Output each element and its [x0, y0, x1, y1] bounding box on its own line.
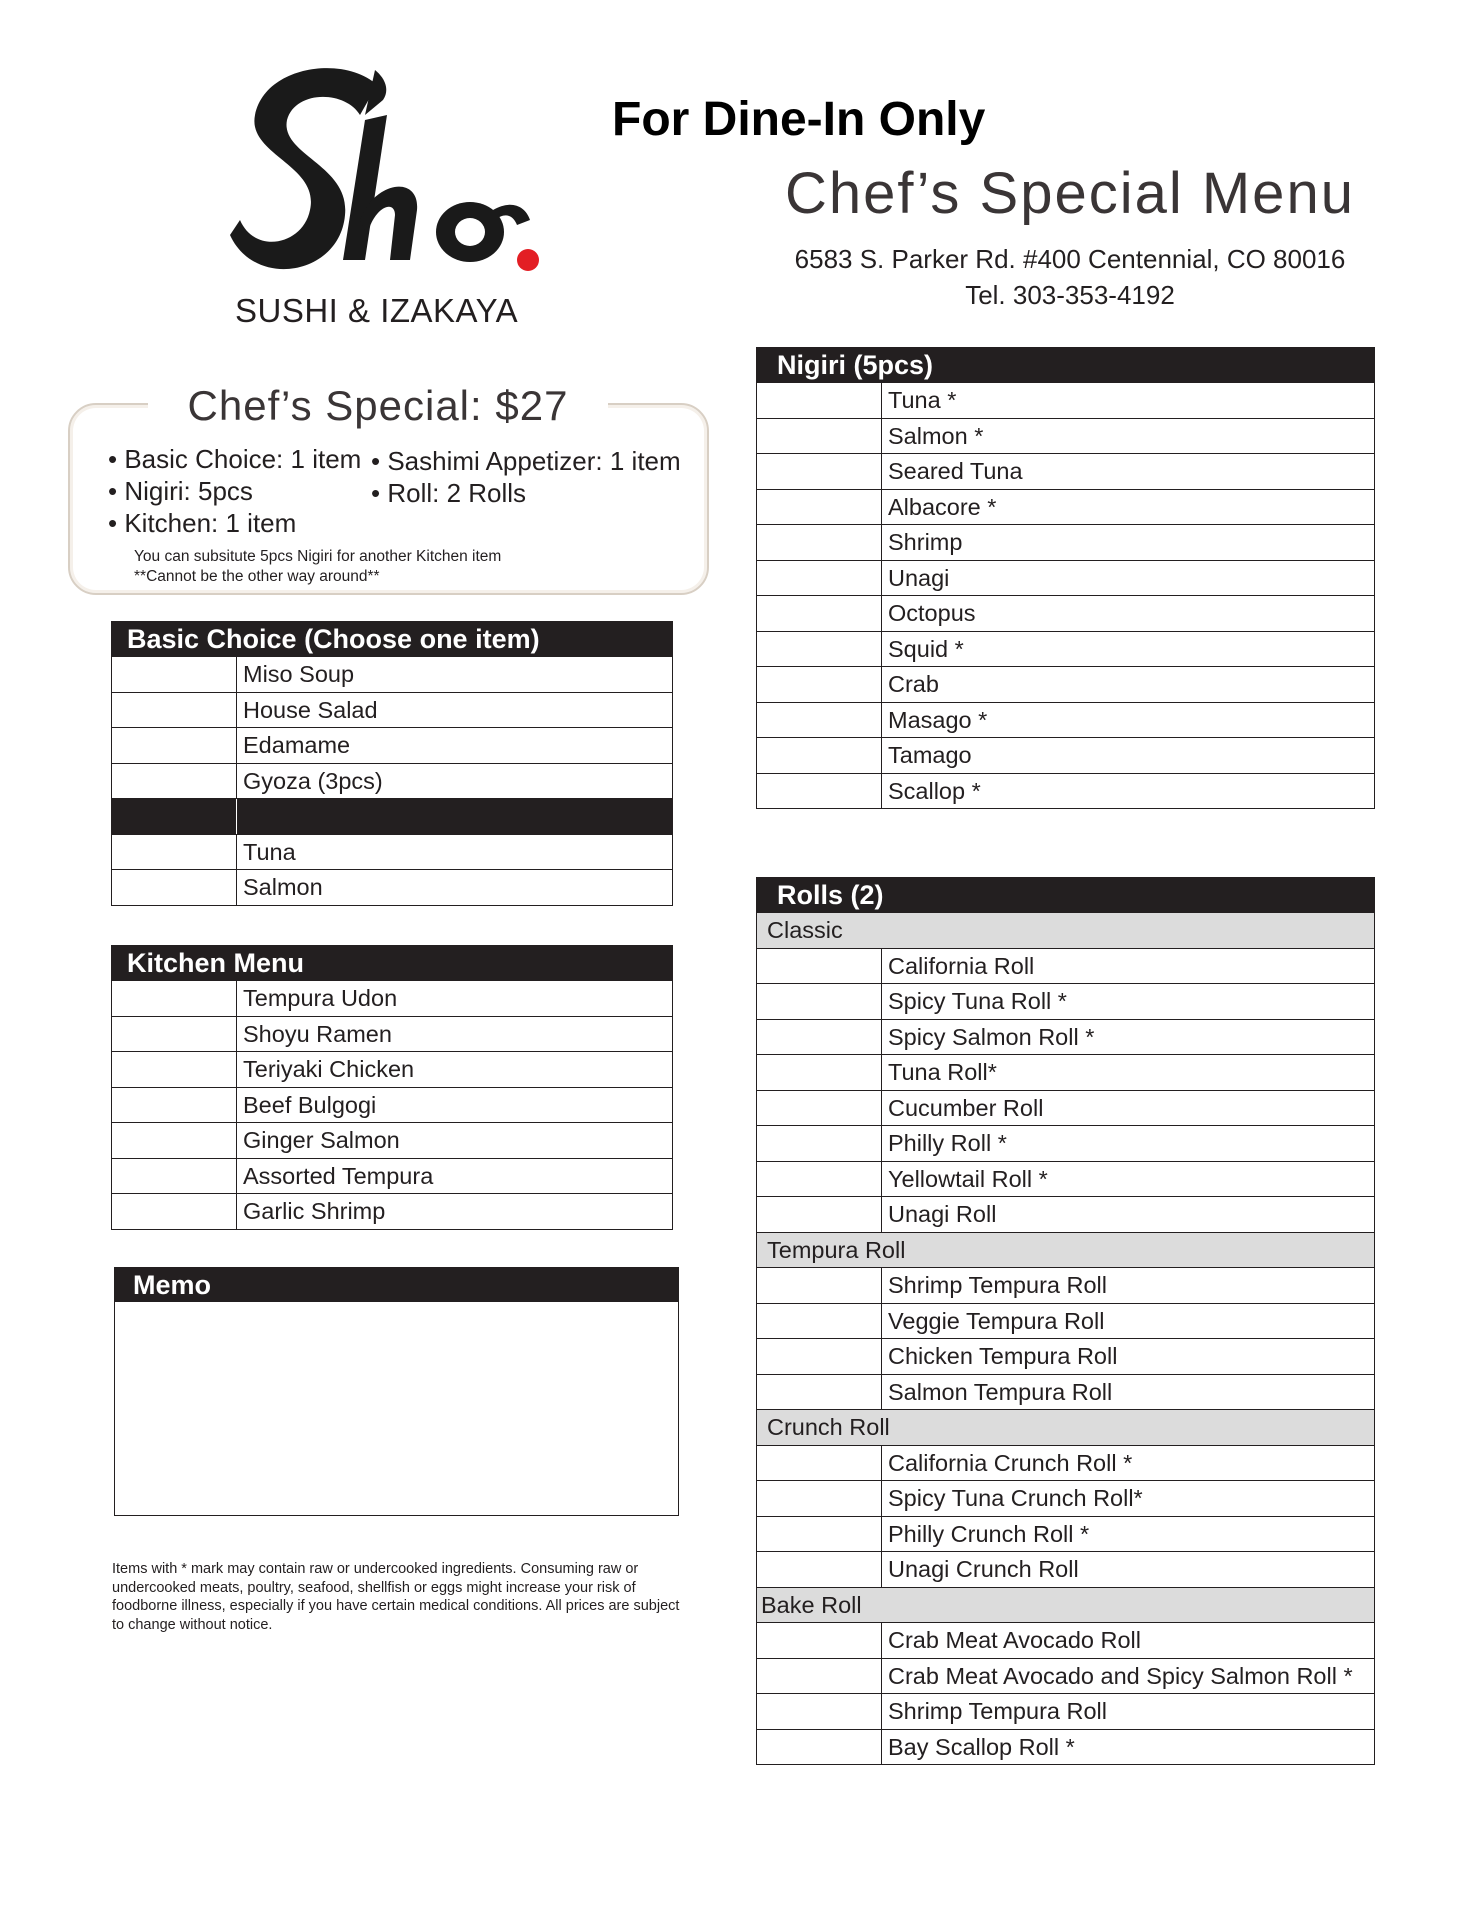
- item-label: Seared Tuna: [888, 458, 1023, 484]
- table-header: Basic Choice (Choose one item): [112, 622, 672, 656]
- checkbox-cell[interactable]: [757, 1623, 882, 1658]
- item-label: Yellowtail Roll *: [888, 1165, 1048, 1192]
- checkbox-cell[interactable]: [757, 1020, 882, 1055]
- table-row: [757, 1374, 1374, 1410]
- checkbox-cell[interactable]: [757, 1552, 882, 1587]
- checkbox-cell[interactable]: [757, 454, 882, 489]
- table-row: [112, 727, 672, 763]
- table-row: [112, 1051, 672, 1087]
- table-row: [112, 869, 672, 905]
- checkbox-cell[interactable]: [757, 738, 882, 773]
- special-note: You can subsitute 5pcs Nigiri for another Kitchen item: [134, 548, 502, 565]
- item-label: Unagi Crunch Roll: [888, 1556, 1079, 1582]
- item-label: Ginger Salmon: [243, 1127, 400, 1153]
- logo-subtitle: SUSHI & IZAKAYA: [235, 292, 519, 329]
- table-row: [757, 666, 1374, 702]
- dine-in-notice: For Dine-In Only: [612, 93, 986, 146]
- checkbox-cell[interactable]: [757, 1339, 882, 1374]
- item-label: Salmon: [243, 874, 323, 900]
- checkbox-cell[interactable]: [757, 984, 882, 1019]
- table-row: [757, 1729, 1374, 1765]
- checkbox-cell[interactable]: [757, 1659, 882, 1694]
- checkbox-cell[interactable]: [757, 703, 882, 738]
- memo-box[interactable]: [114, 1267, 679, 1516]
- item-label: Bay Scallop Roll *: [888, 1733, 1075, 1760]
- table-row: [757, 737, 1374, 773]
- checkbox-cell[interactable]: [112, 1052, 237, 1087]
- item-label: House Salad: [243, 696, 378, 723]
- table-row: [757, 595, 1374, 631]
- category-label: Tempura Roll: [767, 1236, 906, 1263]
- item-label: Scallop *: [888, 777, 981, 804]
- item-label: Gyoza (3pcs): [243, 767, 383, 794]
- table-header: Kitchen Menu: [112, 946, 672, 980]
- special-title: Chef’s Special: $27: [148, 382, 608, 430]
- table-row: [112, 656, 672, 692]
- checkbox-cell[interactable]: [112, 657, 237, 692]
- checkbox-cell[interactable]: [757, 1304, 882, 1339]
- checkbox-cell[interactable]: [757, 1268, 882, 1303]
- table-row: [757, 453, 1374, 489]
- red-dot: [517, 249, 539, 271]
- checkbox-cell[interactable]: [757, 1126, 882, 1161]
- table-row: [757, 1019, 1374, 1055]
- checkbox-cell[interactable]: [112, 1123, 237, 1158]
- item-label: Tuna Roll*: [888, 1059, 997, 1085]
- table-row: [112, 763, 672, 799]
- table-row: [757, 773, 1374, 809]
- table-header: Rolls (2): [757, 878, 1374, 912]
- divider-cell: [112, 799, 237, 834]
- table-row: [757, 1693, 1374, 1729]
- checkbox-cell[interactable]: [757, 1162, 882, 1197]
- item-label: Spicy Salmon Roll *: [888, 1023, 1095, 1050]
- table-row: [757, 1196, 1374, 1232]
- checkbox-cell[interactable]: [112, 1017, 237, 1052]
- item-label: Unagi: [888, 564, 950, 591]
- category-label: Bake Roll: [761, 1591, 862, 1618]
- item-label: Crab Meat Avocado and Spicy Salmon Roll *: [888, 1662, 1353, 1689]
- checkbox-cell[interactable]: [757, 1694, 882, 1729]
- special-item: • Sashimi Appetizer: 1 item: [371, 446, 681, 476]
- checkbox-cell[interactable]: [757, 490, 882, 525]
- disclaimer: Items with * mark may contain raw or undercooked ingredients. Consuming raw or undercooked meats, poultry, seafood, shellfish or eggs might increase your risk of foodborne illness, especially if you have certain medical conditions. All prices are subject to change without notice.: [112, 1561, 680, 1633]
- table-row: [757, 1480, 1374, 1516]
- checkbox-cell[interactable]: [112, 693, 237, 728]
- checkbox-cell[interactable]: [112, 764, 237, 799]
- checkbox-cell[interactable]: [757, 561, 882, 596]
- category-label: Crunch Roll: [767, 1414, 890, 1440]
- table-row: [757, 1445, 1374, 1481]
- sho-logo-mark: [225, 60, 555, 290]
- checkbox-cell[interactable]: [757, 1197, 882, 1232]
- table-row: [757, 1658, 1374, 1694]
- table-row: [757, 1054, 1374, 1090]
- item-label: Edamame: [243, 732, 351, 758]
- table-row: [757, 524, 1374, 560]
- table-row: [757, 983, 1374, 1019]
- item-label: Crab Meat Avocado Roll: [888, 1627, 1141, 1653]
- checkbox-cell[interactable]: [757, 1446, 882, 1481]
- item-label: Crab: [888, 671, 939, 697]
- item-label: Assorted Tempura: [243, 1162, 434, 1189]
- table-row: [112, 1158, 672, 1194]
- item-label: Tempura Udon: [243, 985, 398, 1011]
- checkbox-cell[interactable]: [757, 949, 882, 984]
- item-label: Shrimp: [888, 529, 963, 555]
- checkbox-cell[interactable]: [112, 1194, 237, 1229]
- memo-title: Memo: [115, 1268, 678, 1302]
- item-label: Tuna: [243, 838, 296, 865]
- item-label: Spicy Tuna Crunch Roll*: [888, 1485, 1143, 1511]
- table-row: [757, 1622, 1374, 1658]
- checkbox-cell[interactable]: [112, 870, 237, 905]
- checkbox-cell[interactable]: [757, 1730, 882, 1765]
- special-item: • Nigiri: 5pcs: [108, 476, 253, 506]
- logo: [225, 60, 555, 330]
- item-label: Garlic Shrimp: [243, 1198, 386, 1224]
- category-row: [757, 1232, 1374, 1268]
- table-row: [112, 692, 672, 728]
- divider-label: [237, 799, 243, 834]
- table-row: [757, 1303, 1374, 1339]
- checkbox-cell[interactable]: [757, 383, 882, 418]
- checkbox-cell[interactable]: [757, 774, 882, 809]
- category-label: Classic: [767, 917, 843, 943]
- item-label: Teriyaki Chicken: [243, 1056, 415, 1082]
- checkbox-cell[interactable]: [757, 419, 882, 454]
- table-row: [112, 1016, 672, 1052]
- item-label: Shrimp Tempura Roll: [888, 1698, 1107, 1724]
- item-label: Masago *: [888, 706, 988, 733]
- item-label: Beef Bulgogi: [243, 1091, 377, 1118]
- table-row: [112, 1087, 672, 1123]
- table-row: [757, 702, 1374, 738]
- category-row: [757, 912, 1374, 948]
- address: 6583 S. Parker Rd. #400 Centennial, CO 80016: [794, 244, 1346, 274]
- table-row: [112, 1193, 672, 1229]
- table-header: Nigiri (5pcs): [757, 348, 1374, 382]
- checkbox-cell[interactable]: [112, 1088, 237, 1123]
- item-label: Squid *: [888, 635, 964, 662]
- item-label: California Roll: [888, 952, 1035, 979]
- table-row: [757, 418, 1374, 454]
- checkbox-cell[interactable]: [757, 1055, 882, 1090]
- item-label: Miso Soup: [243, 661, 355, 687]
- table-row: [757, 948, 1374, 984]
- table-row: [757, 382, 1374, 418]
- item-label: Veggie Tempura Roll: [888, 1307, 1105, 1334]
- item-label: Octopus: [888, 600, 976, 626]
- item-label: Unagi Roll: [888, 1201, 997, 1227]
- category-row: [757, 1587, 1374, 1623]
- section-divider: [112, 798, 672, 834]
- telephone: Tel. 303-353-4192: [965, 280, 1175, 310]
- checkbox-cell[interactable]: [757, 667, 882, 702]
- checkbox-cell[interactable]: [757, 632, 882, 667]
- special-item: • Kitchen: 1 item: [108, 508, 297, 538]
- item-label: Tamago: [888, 742, 972, 768]
- item-label: Salmon Tempura Roll: [888, 1378, 1113, 1405]
- table-row: [757, 1267, 1374, 1303]
- checkbox-cell[interactable]: [757, 1517, 882, 1552]
- checkbox-cell[interactable]: [112, 981, 237, 1016]
- checkbox-cell[interactable]: [757, 525, 882, 560]
- table-row: [112, 1122, 672, 1158]
- checkbox-cell[interactable]: [757, 1091, 882, 1126]
- item-label: Salmon *: [888, 422, 984, 449]
- item-label: Chicken Tempura Roll: [888, 1343, 1118, 1369]
- table-row: [757, 631, 1374, 667]
- item-label: California Crunch Roll *: [888, 1449, 1133, 1476]
- table-row: [757, 1338, 1374, 1374]
- table-row: [757, 1516, 1374, 1552]
- item-label: Philly Crunch Roll *: [888, 1520, 1090, 1547]
- item-label: Shrimp Tempura Roll: [888, 1272, 1107, 1298]
- category-row: [757, 1409, 1374, 1445]
- special-item: • Roll: 2 Rolls: [371, 478, 527, 508]
- nigiri-table: [756, 347, 1375, 809]
- checkbox-cell[interactable]: [757, 596, 882, 631]
- item-label: Philly Roll *: [888, 1130, 1007, 1156]
- table-row: [757, 560, 1374, 596]
- table-row: [757, 1551, 1374, 1587]
- item-label: Cucumber Roll: [888, 1094, 1044, 1121]
- item-label: Albacore *: [888, 493, 997, 520]
- checkbox-cell[interactable]: [112, 728, 237, 763]
- checkbox-cell[interactable]: [757, 1481, 882, 1516]
- table-row: [757, 1090, 1374, 1126]
- checkbox-cell[interactable]: [757, 1375, 882, 1410]
- rolls-table: [756, 877, 1375, 1765]
- special-item: • Basic Choice: 1 item: [108, 444, 362, 474]
- item-label: Spicy Tuna Roll *: [888, 988, 1067, 1014]
- basic-choice-table: [111, 621, 673, 906]
- item-label: Shoyu Ramen: [243, 1020, 392, 1047]
- special-note: **Cannot be the other way around**: [134, 568, 380, 585]
- checkbox-cell[interactable]: [112, 1159, 237, 1194]
- table-row: [757, 489, 1374, 525]
- table-row: [112, 980, 672, 1016]
- page-title: Chef’s Special Menu: [785, 161, 1355, 226]
- table-row: [757, 1161, 1374, 1197]
- checkbox-cell[interactable]: [112, 835, 237, 870]
- table-row: [112, 834, 672, 870]
- table-row: [757, 1125, 1374, 1161]
- kitchen-menu-table: [111, 945, 673, 1230]
- item-label: Tuna *: [888, 387, 957, 413]
